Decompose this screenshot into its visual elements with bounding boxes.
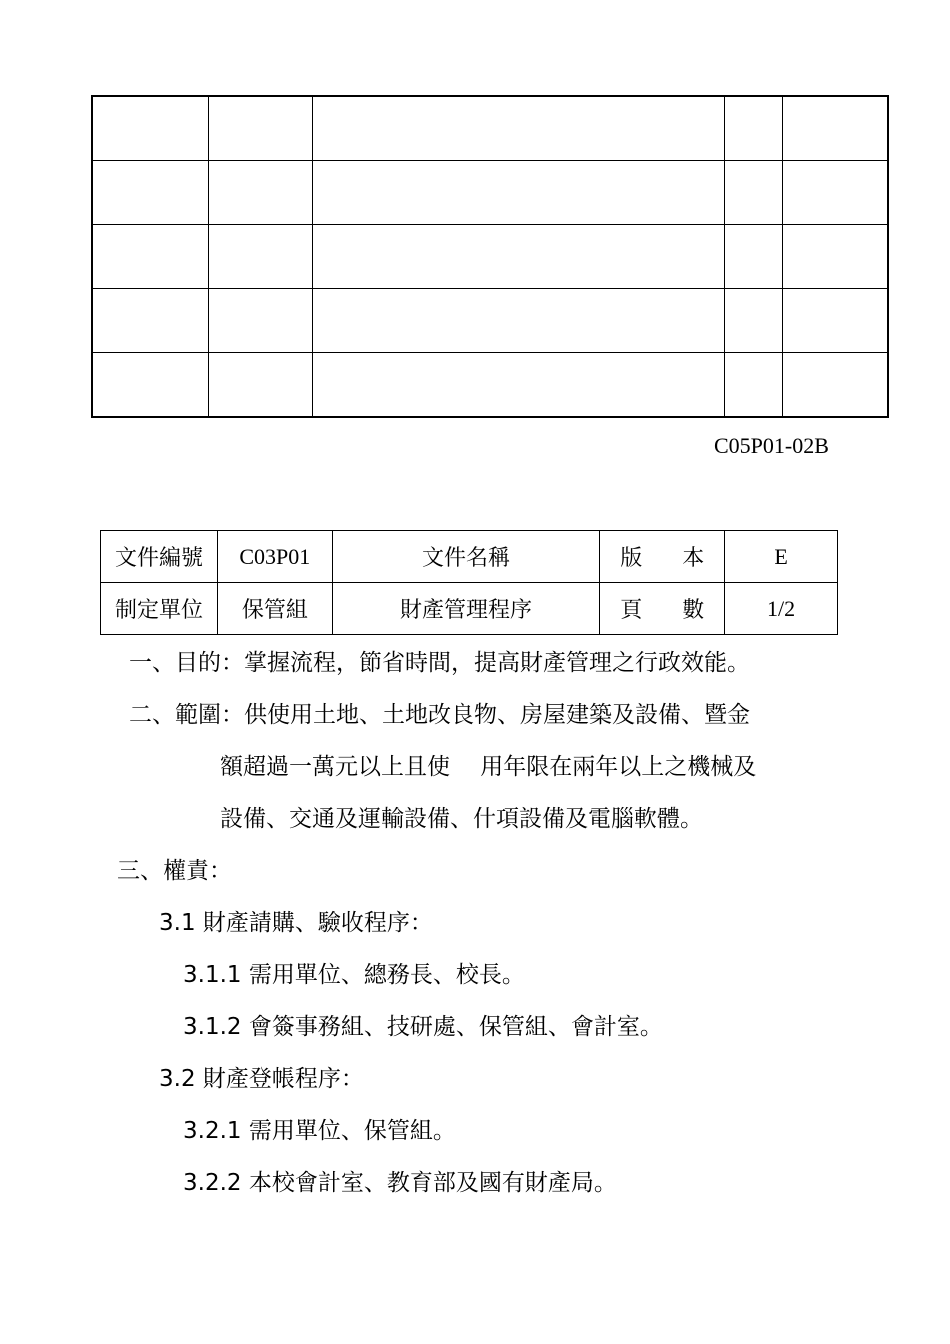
pages-label — [600, 583, 725, 635]
version-label-b: 本 — [682, 546, 705, 571]
section-3-2-1: 3.2.1 需用單位、保管組。 — [183, 1118, 456, 1144]
pages-label-a: 頁 — [620, 598, 643, 623]
unit-label: 制定單位 — [101, 583, 218, 635]
scope-line: 二、範圍：供使用土地、土地改良物、房屋建築及設備、暨金 — [129, 702, 750, 728]
revision-cell — [209, 289, 313, 353]
revision-cell — [92, 289, 209, 353]
revision-cell — [782, 289, 888, 353]
unit-value: 保管組 — [217, 583, 332, 635]
revision-cell — [92, 161, 209, 225]
revision-cell — [724, 161, 782, 225]
responsibility-heading: 三、權責： — [117, 858, 232, 884]
scope-line-cont-1: 額超過一萬元以上且使 用年限在兩年以上之機械及 — [220, 754, 757, 780]
section-3-1-1: 3.1.1 需用單位、總務長、校長。 — [183, 962, 525, 988]
revision-cell — [312, 353, 724, 418]
revision-cell — [312, 289, 724, 353]
revision-cell — [724, 225, 782, 289]
revision-cell — [92, 353, 209, 418]
section-3-2: 3.2 財產登帳程序： — [159, 1066, 364, 1092]
revision-cell — [724, 96, 782, 161]
info-row — [101, 583, 838, 635]
form-code: C05P01-02B — [714, 433, 829, 458]
revision-row — [92, 225, 888, 289]
revision-cell — [312, 225, 724, 289]
document-info-table — [100, 530, 838, 635]
revision-row — [92, 161, 888, 225]
section-3-1: 3.1 財產請購、驗收程序： — [159, 910, 433, 936]
scope-line-cont-2: 設備、交通及運輸設備、什項設備及電腦軟體。 — [220, 806, 703, 832]
purpose-line: 一、目的：掌握流程，節省時間，提高財產管理之行政效能。 — [129, 650, 750, 676]
revision-cell — [92, 225, 209, 289]
info-row — [101, 531, 838, 583]
version-label-a: 版 — [620, 546, 643, 571]
pages-label-b: 數 — [682, 598, 705, 623]
doc-name-value: 財產管理程序 — [332, 583, 600, 635]
revision-cell — [209, 96, 313, 161]
revision-cell — [782, 353, 888, 418]
section-3-1-2: 3.1.2 會簽事務組、技研處、保管組、會計室。 — [183, 1014, 663, 1040]
revision-cell — [209, 161, 313, 225]
doc-no-value: C03P01 — [217, 531, 332, 583]
revision-row — [92, 96, 888, 161]
revision-row — [92, 353, 888, 418]
revision-table — [91, 95, 889, 418]
section-3-2-2: 3.2.2 本校會計室、教育部及國有財產局。 — [183, 1170, 617, 1196]
revision-cell — [209, 353, 313, 418]
revision-cell — [782, 96, 888, 161]
version-value: E — [725, 531, 838, 583]
revision-cell — [312, 161, 724, 225]
doc-name-label: 文件名稱 — [332, 531, 600, 583]
revision-cell — [782, 225, 888, 289]
revision-cell — [312, 96, 724, 161]
revision-cell — [209, 225, 313, 289]
doc-no-label: 文件編號 — [101, 531, 218, 583]
revision-row — [92, 289, 888, 353]
revision-cell — [724, 353, 782, 418]
pages-value: 1/2 — [725, 583, 838, 635]
revision-cell — [724, 289, 782, 353]
revision-cell — [782, 161, 888, 225]
revision-cell — [92, 96, 209, 161]
version-label — [600, 531, 725, 583]
